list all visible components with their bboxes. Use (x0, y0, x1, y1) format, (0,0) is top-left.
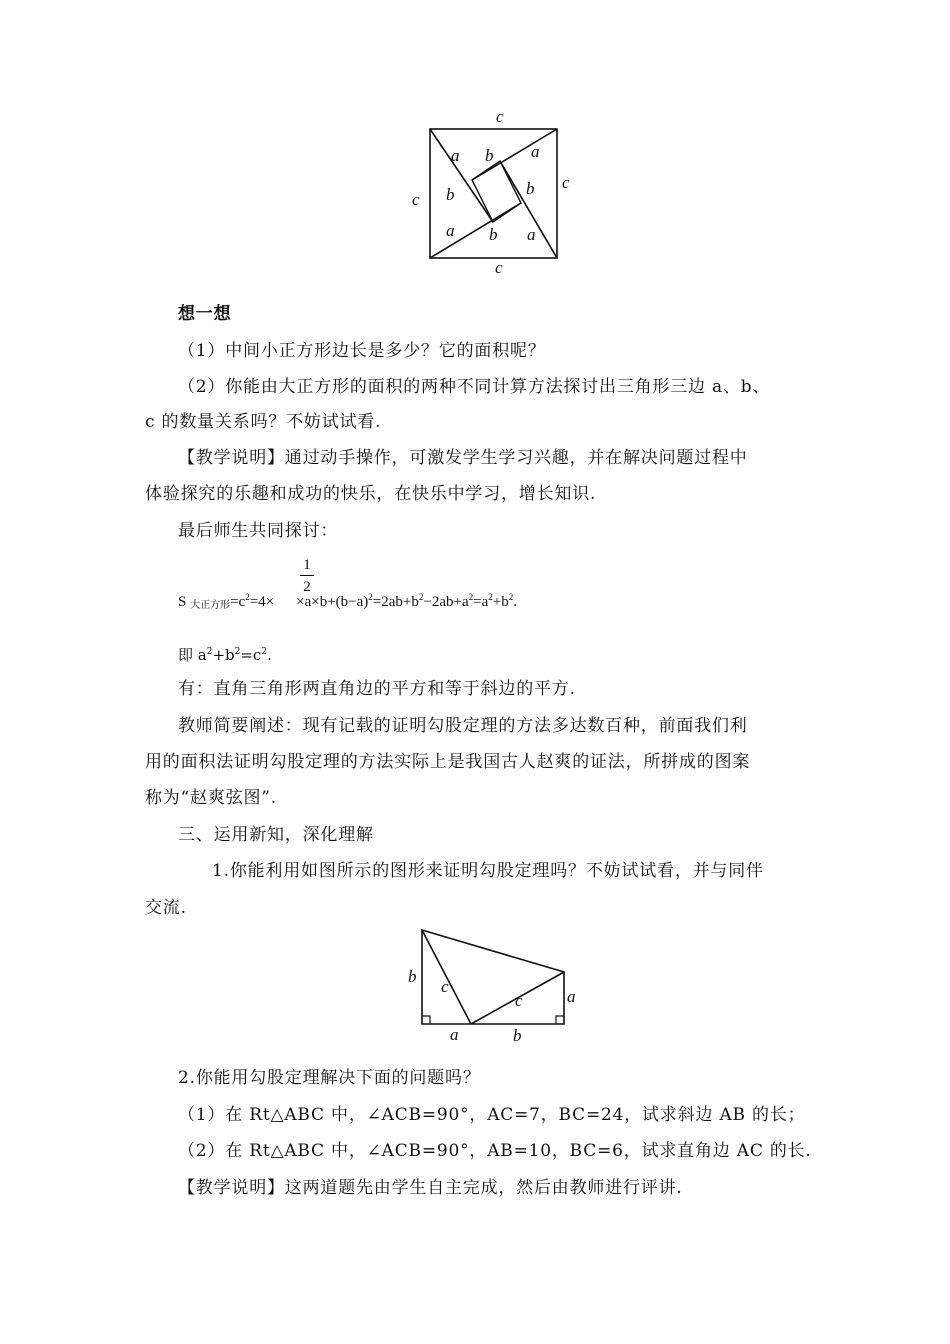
label-a-2: a (531, 142, 540, 161)
inner-square (472, 161, 521, 222)
label-a-3: a (446, 221, 455, 240)
fraction-numerator: 1 (300, 556, 314, 576)
eq-exp-3: 2 (418, 592, 424, 602)
eq-part-6: =a (473, 594, 489, 610)
fig2-label-a-right: a (567, 987, 576, 1006)
eq-part-1: =c (230, 594, 246, 610)
result-part-1: 即 a (178, 646, 207, 664)
eq-exp-4: 2 (468, 592, 474, 602)
zhao-shuang-diagram (400, 100, 590, 280)
result-exp-3: 2 (261, 647, 268, 657)
eq-part-5: −2ab+a (423, 594, 469, 610)
teacher-line-2: 用的面积法证明勾股定理的方法实际上是我国古人赵爽的证法，所拼成的图案 (145, 752, 751, 772)
exercise-2-question-2: （2）在 Rt△ABC 中，∠ACB=90°，AB=10，BC=6，试求直角边 AC 的长. (178, 1141, 812, 1161)
exercise-2-question-1: （1）在 Rt△ABC 中，∠ACB=90°，AC=7，BC=24，试求斜边 AB 的长； (178, 1105, 806, 1125)
label-right-c: c (562, 173, 570, 192)
exercise-1-line-2: 交流. (145, 898, 187, 918)
fig2-label-c-right: c (515, 991, 523, 1010)
right-angle-right (556, 1016, 564, 1024)
teaching-note-1-line-2: 体验探究的乐趣和成功的快乐，在快乐中学习，增长知识. (145, 484, 597, 504)
eq-part-3: ×a×b+(b−a) (296, 594, 369, 610)
eq-exp-5: 2 (488, 592, 493, 602)
result-part-4: . (267, 646, 272, 664)
label-left-c: c (412, 190, 420, 209)
label-top-c: c (496, 107, 504, 126)
label-b-3: b (526, 179, 535, 198)
result-part-2: +b (212, 646, 235, 664)
result-exp-1: 2 (206, 647, 213, 657)
eq-part-8: . (513, 594, 517, 610)
label-a-1: a (451, 146, 460, 165)
eq-part-2: =4× (249, 594, 275, 610)
fraction-denominator: 2 (303, 579, 311, 595)
eq-exp-1: 2 (245, 592, 250, 602)
section-3-heading: 三、运用新知，深化理解 (178, 825, 374, 845)
exercise-2-heading: 2.你能用勾股定理解决下面的问题吗？ (178, 1068, 481, 1088)
eq-sub: 大正方形 (190, 600, 231, 611)
result-part-3: =c (240, 646, 262, 664)
area-equation (178, 586, 517, 617)
question-2-line-2: c 的数量关系吗？不妨试试看. (145, 412, 382, 432)
teacher-line-3: 称为“赵爽弦图”. (145, 788, 277, 808)
label-b-4: b (489, 225, 498, 244)
eq-exp-2: 2 (368, 592, 373, 602)
label-b-2: b (446, 185, 455, 204)
question-2-line-1: （2）你能由大正方形的面积的两种不同计算方法探讨出三角形三边 a、b、 (178, 377, 771, 397)
label-bottom-c: c (495, 258, 503, 277)
teacher-line-1: 教师简要阐述：现有记载的证明勾股定理的方法多达数百种，前面我们利 (178, 716, 748, 736)
question-1: （1）中间小正方形边长是多少？它的面积呢？ (178, 341, 546, 361)
result-equation (178, 641, 272, 666)
fig2-label-b-bottom: b (513, 1026, 522, 1045)
eq-exp-6: 2 (508, 592, 514, 602)
right-angle-left (422, 1016, 430, 1024)
result-exp-2: 2 (234, 647, 241, 657)
diagonal-left (430, 129, 493, 222)
think-heading: 想一想 (178, 304, 232, 324)
label-a-4: a (527, 225, 536, 244)
trapezoid-diagram (400, 920, 590, 1045)
eq-part-7: +b (492, 594, 509, 610)
eq-s: S (178, 594, 191, 610)
teaching-note-2: 【教学说明】这两道题先由学生自主完成，然后由教师进行评讲. (178, 1178, 683, 1198)
teaching-note-1-line-1: 【教学说明】通过动手操作，可激发学生学习兴趣，并在解决问题过程中 (178, 448, 748, 468)
discussion-intro: 最后师生共同探讨： (178, 521, 339, 541)
diagonal-bottom (430, 203, 521, 258)
fig2-label-c-left: c (441, 977, 449, 996)
fig2-label-b-left: b (408, 967, 417, 986)
theorem-statement: 有：直角三角形两直角边的平方和等于斜边的平方. (178, 679, 576, 699)
label-b-1: b (485, 146, 494, 165)
exercise-1-line-1: 1.你能利用如图所示的图形来证明勾股定理吗？不妨试试看，并与同伴 (212, 861, 764, 881)
fig2-label-a-bottom: a (450, 1025, 459, 1044)
eq-part-4: =2ab+b (372, 594, 419, 610)
